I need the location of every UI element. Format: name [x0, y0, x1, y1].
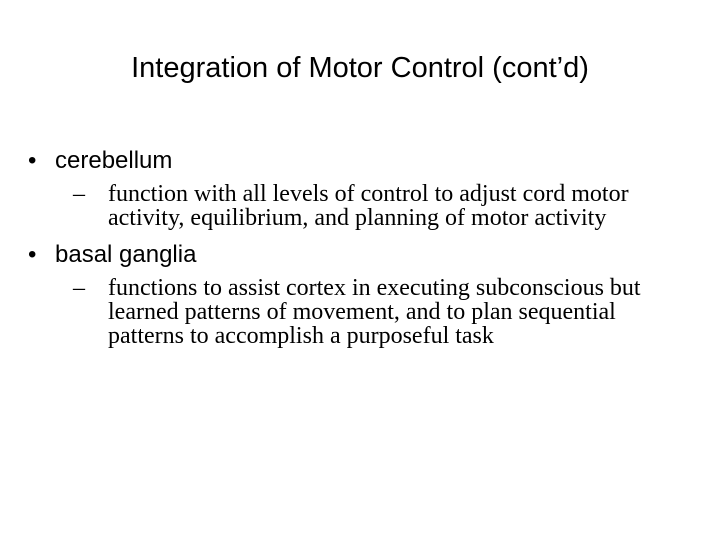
sub-bullet-text: functions to assist cortex in executing subconscious but learned patterns of movement, and to plan sequential patterns to accomplish a purposeful task	[108, 275, 641, 349]
bullet-item-cerebellum	[28, 146, 698, 230]
bullet-heading-text: cerebellum	[55, 147, 173, 174]
sub-bullet	[73, 182, 648, 230]
bullet-heading	[28, 146, 698, 176]
slide-title: Integration of Motor Control (cont’d)	[131, 52, 589, 84]
bullet-list	[28, 146, 698, 348]
sub-bullet-text: function with all levels of control to adjust cord motor activity, equilibrium, and planning of motor activity	[108, 181, 629, 231]
bullet-dot: •	[28, 147, 37, 174]
bullet-item-basal-ganglia	[28, 240, 698, 348]
sub-bullet-dash: –	[73, 181, 85, 207]
bullet-dot: •	[28, 241, 37, 268]
sub-bullet-dash: –	[73, 275, 85, 301]
bullet-heading-text: basal ganglia	[55, 241, 197, 268]
bullet-heading	[28, 240, 698, 270]
sub-bullet	[73, 276, 648, 348]
